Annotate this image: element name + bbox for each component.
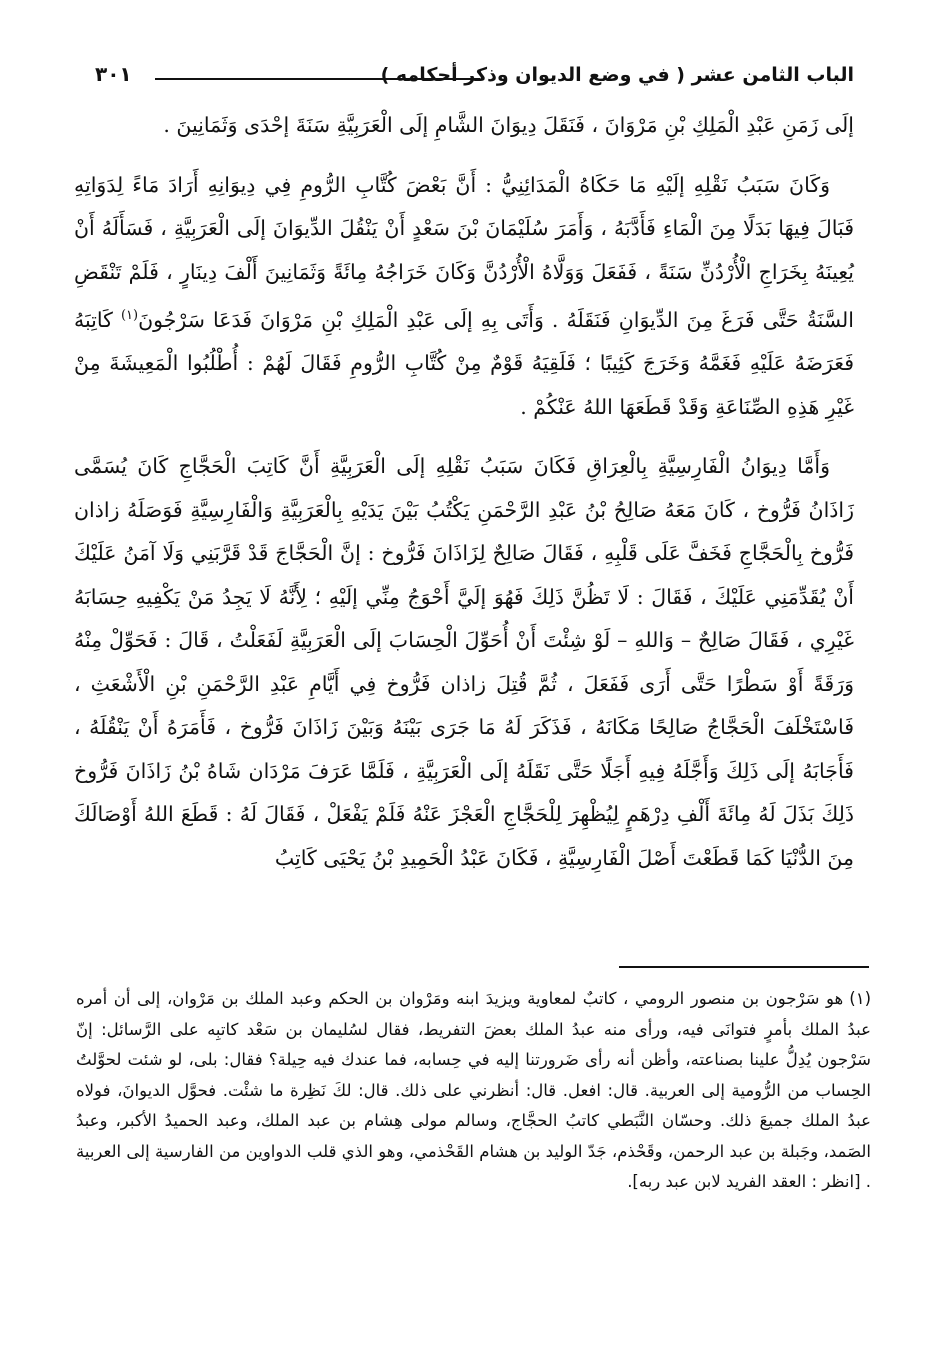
paragraph-2-continuation: كَاتِبَهُ فَعَرَضَهُ عَلَيْهِ فَغَمَّهُ وَخَرَجَ كَئِيبًا ؛ فَلَقِيَهُ قَوْمٌ مِنْ كُتَّابِ الرُّومِ فَقَالَ لَهُمْ : أُطْلُبُوا الْمَعِيشَةَ مِنْ غَيْرِ هَذِهِ الصِّنَاعَةِ وَقَدْ قَطَعَهَا اللهُ عَنْكُمْ . bbox=[74, 307, 854, 419]
paragraph-1: إلَى زَمَنِ عَبْدِ الْمَلِكِ بْنِ مَرْوَانَ ، فَنَقَلَ دِيوَانَ الشَّامِ إلَى الْعَرَبِيَّةِ سَنَةَ إحْدَى وَثَمَانِينَ . bbox=[163, 113, 854, 137]
footnote-1 bbox=[76, 984, 871, 1198]
header-divider bbox=[155, 78, 480, 80]
main-text bbox=[74, 104, 854, 880]
chapter-title: الباب الثامن عشر ( في وضع الديوان وذكر أحكامه ) bbox=[380, 64, 854, 86]
paragraph-2-text: وَكَانَ سَبَبُ نَقْلِهِ إلَيْهِ مَا حَكَاهُ الْمَدَائِنِيُّ : أَنَّ بَعْضَ كُتَّابِ الرُّومِ فِي دِيوَانِهِ أَرَادَ مَاءً لِدَوَاتِهِ فَبَالَ فِيهَا بَدَلًا مِنَ الْمَاءِ فَأَدَّبَهُ ، وَأَمَرَ سُلَيْمَانَ بْنَ سَعْدٍ أَنْ يَنْقُلَ الدِّيوَانَ إلَى الْعَرَبِيَّةِ ، فَسَأَلَهُ أَنْ يُعِينَهُ بِخَرَاجِ الْأُرْدُنِّ سَنَةً ، فَفَعَلَ وَوَلَّاهُ الْأُرْدُنَّ وَكَانَ خَرَاجُهُ مِائَةً وَثَمَانِينَ أَلْفَ دِينَارٍ ، فَلَمْ تَنْقَضِ السَّنَةُ حَتَّى فَرَغَ مِنَ الدِّيوَانِ فَنَقَلَهُ . وَأَتَى بِهِ إلَى عَبْدِ الْمَلِكِ بْنِ مَرْوَانَ فَدَعَا سَرْجُونَ bbox=[74, 172, 854, 332]
footnote-text: هو سَرْجون بن منصور الرومي ، كاتبٌ لمعاوية ويزيدَ ابنه ومَرْوان بن الحكم وعبد الملك بن مَرْوان، إلى أن أمره عبدُ الملك بأمرٍ فتوانَى فيه، ورأى منه عبدُ الملك بعضَ التفريط، فقال لسُليمان بن سَعْد كاتبِه على الرَّسائل: إنّ سَرْجون يُدِلُّ علينا بصناعته، وأظن أنه رأى ضَرورتنا إليه في حِسابه، فما عندك فيه حِيلة؟ فقال: بلى، لو شئت لحوَّلتُ الحِساب من الرُّومية إلى العربية. قال: افعل. قال: أنظرني على ذلك. قال: لكَ نَظِرة ما شئْت. فحوَّل الديوانَ، فولاه عبدُ الملك جميعَ ذلك. وحسّان النَّبَطي كاتبُ الحجَّاج، وسالم مولى هِشام بن عبد الملك، وعبد الحميدُ الأكبر، وعبدُ الصَمد، وجَبلة بن عبد الرحمن، وقَحْذم، جَدّ الوليد بن هشام القَحْذمي، وهو الذي قلب الدواوين من الفارسية إلى العربية . [انظر : العقد الفريد لابن عبد ربه]. bbox=[76, 989, 871, 1191]
footnote-marker: (١) bbox=[849, 989, 871, 1008]
footnote-divider bbox=[619, 966, 869, 968]
page-header bbox=[95, 56, 854, 96]
paragraph-3: وَأَمَّا دِيوَانُ الْفَارِسِيَّةِ بِالْعِرَاقِ فَكَانَ سَبَبُ نَقْلِهِ إلَى الْعَرَبِيَّةِ أَنَّ كَاتِبَ الْحَجَّاجِ كَانَ يُسَمَّى زَاذَانُ فَرُّوخ ، كَانَ مَعَهُ صَالِحُ بْنُ عَبْدِ الرَّحْمَنِ يَكْتُبُ بَيْنَ يَدَيْهِ بِالْعَرَبِيَّةِ وَالْفَارِسِيَّةِ فَوَصَلَهُ زاذان فَرُّوخ بِالْحَجَّاجِ فَخَفَّ عَلَى قَلْبِهِ ، فَقَالَ صَالِحٌ لِزَاذَانَ فَرُّوخ : إنَّ الْحَجَّاجَ قَدْ قَرَّبَنِي وَلَا آمَنُ عَلَيْكَ أَنْ يُقَدِّمَنِي عَلَيْكَ ، فَقَالَ : لَا تَظُنَّ ذَلِكَ فَهُوَ إلَيَّ أَحْوَجُ مِنِّي إلَيْهِ ؛ لِأَنَّهُ لَا يَجِدُ مَنْ يَكْفِيهِ حِسَابَهُ غَيْرِي ، فَقَالَ صَالِحٌ – وَاللهِ – لَوْ شِئْتَ أَنْ أُحَوِّلَ الْحِسَابَ إلَى الْعَرَبِيَّةِ لَفَعَلْتُ ، قَالَ : فَحَوِّلْ مِنْهُ وَرَقَةً أَوْ سَطْرًا حَتَّى أَرَى فَفَعَلَ ، ثُمَّ قُتِلَ زاذان فَرُّوخ فِي أَيَّامِ عَبْدِ الرَّحْمَنِ بْنِ الْأَشْعَثِ ، فَاسْتَخْلَفَ الْحَجَّاجُ صَالِحًا مَكَانَهُ ، فَذَكَرَ لَهُ مَا جَرَى بَيْنَهُ وَبَيْنَ زَاذَانَ فَرُّوخ ، فَأَمَرَهُ أَنْ يَنْقُلَهُ ، فَأَجَابَهُ إلَى ذَلِكَ وَأَجَّلَهُ فِيهِ أَجَلًا حَتَّى نَقَلَهُ إلَى الْعَرَبِيَّةِ ، فَلَمَّا عَرَفَ مَرْدَان شَاهُ بْنُ زَاذَانَ فَرُّوخ ذَلِكَ بَذَلَ لَهُ مِائَةَ أَلْفِ دِرْهَمٍ لِيُظْهِرَ لِلْحَجَّاجِ الْعَجْزَ عَنْهُ فَلَمْ يَفْعَلْ ، فَقَالَ لَهُ : قَطَعَ اللهُ أَوْصَالَكَ مِنَ الدُّنْيَا كَمَا قَطَعْتَ أَصْلَ الْفَارِسِيَّةِ ، فَكَانَ عَبْدُ الْحَمِيدِ بْنُ يَحْيَى كَاتِبُ bbox=[74, 454, 854, 870]
page-number: ٣٠١ bbox=[95, 62, 132, 86]
footnotes bbox=[76, 984, 871, 1198]
footnote-reference: (١) bbox=[120, 308, 139, 323]
paragraph-2 bbox=[74, 164, 854, 430]
